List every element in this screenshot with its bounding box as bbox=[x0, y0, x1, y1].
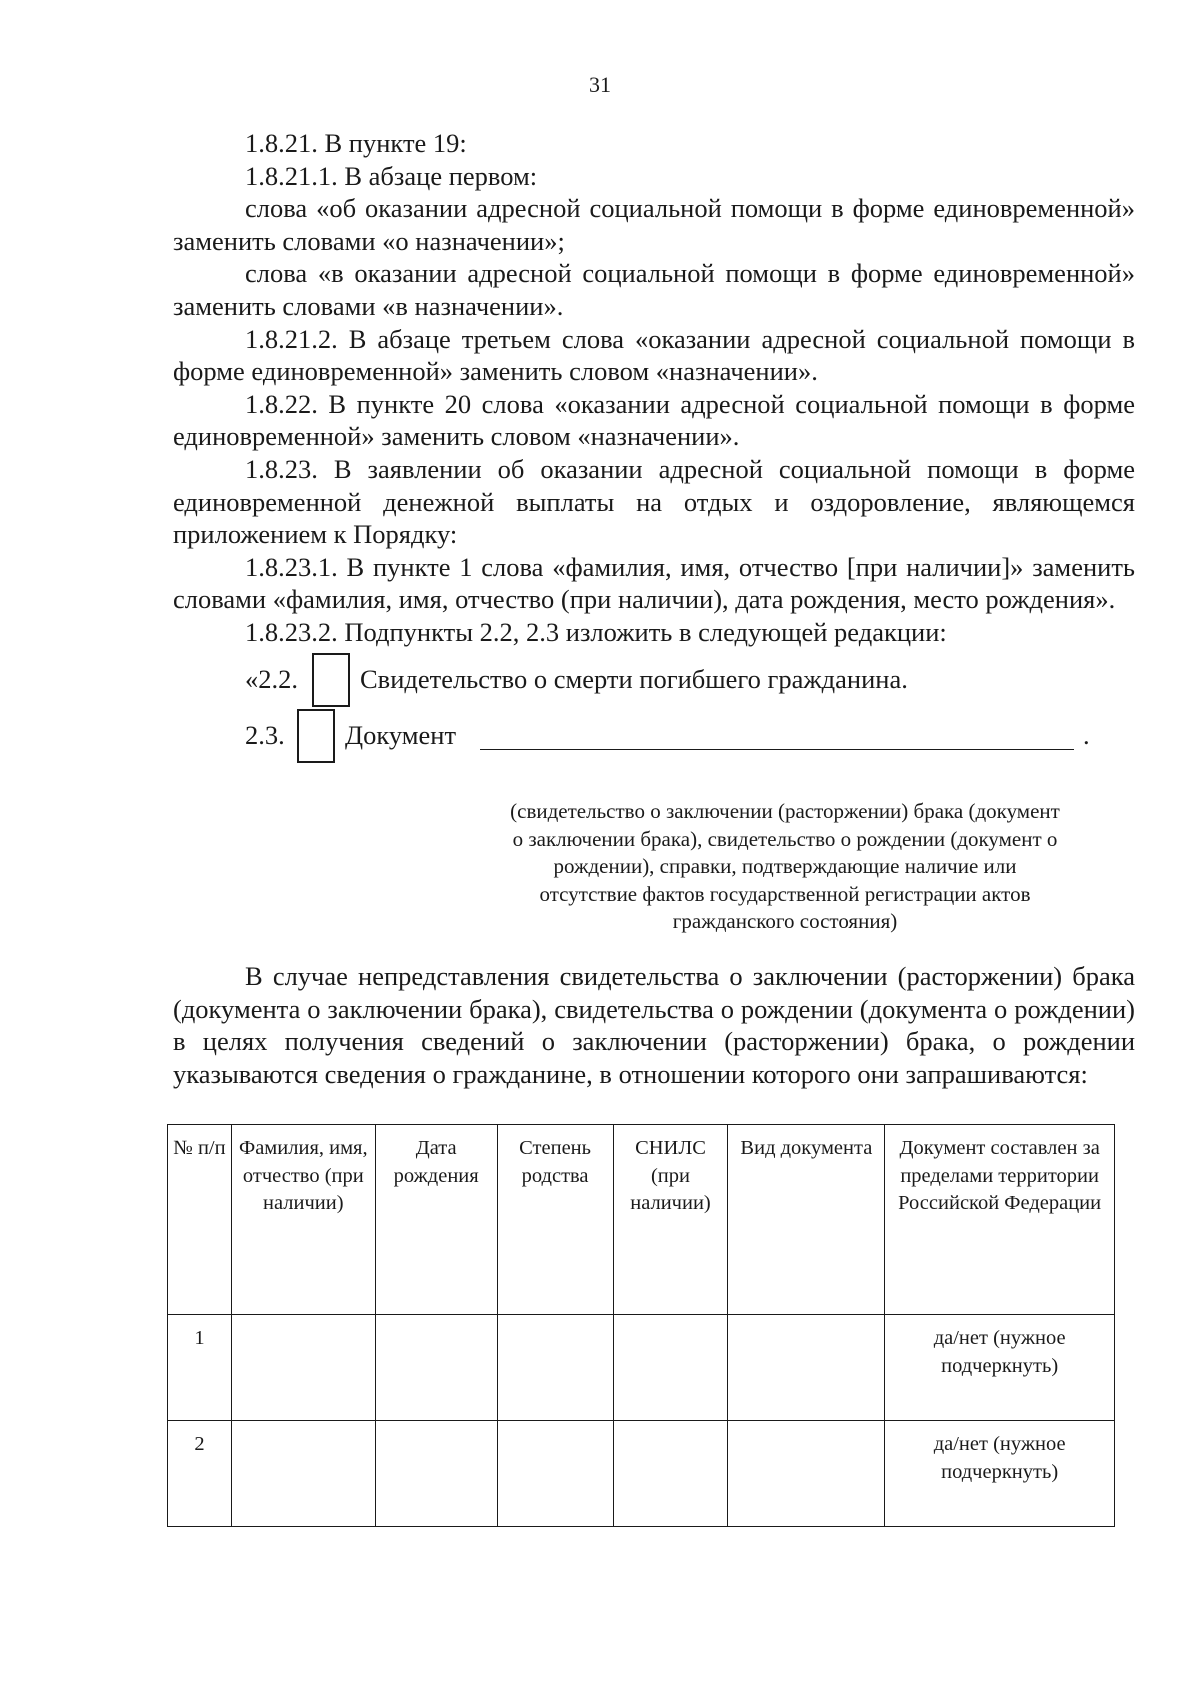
document-hint: (свидетельство о заключении (расторжении) брака (документ о заключении брака), свидетельство о рождении (документ о рождении), справки, подтверждающие наличие или отсутствие фактов государственной регистрации актов гражданского состояния) bbox=[510, 799, 1060, 933]
cell-name[interactable] bbox=[231, 1421, 375, 1527]
table-row bbox=[168, 1421, 1115, 1527]
table-header-row bbox=[168, 1125, 1115, 1315]
table-row bbox=[168, 1315, 1115, 1421]
paragraph-after-hint: В случае непредставления свидетельства о заключении (расторжении) брака (документа о заключении брака), свидетельства о рождении (документа о рождении) в целях получения сведений о заключении (расторжении) брака, о рождении указываются сведения о гражданине, в отношении которого они запрашиваются: bbox=[173, 961, 1135, 1089]
item-2-3-text: Документ bbox=[345, 719, 457, 750]
paragraph: 1.8.21.1. В абзаце первом: bbox=[245, 160, 538, 191]
cell-abroad[interactable]: да/нет (нужное подчеркнуть) bbox=[885, 1421, 1115, 1527]
item-2-2-checkbox[interactable] bbox=[312, 653, 350, 707]
item-2-2 bbox=[173, 649, 1135, 705]
paragraph: 1.8.23. В заявлении об оказании адресной социальной помощи в форме единовременной денежной выплаты на отдых и оздоровление, являющемся приложением к Порядку: bbox=[173, 453, 1135, 550]
cell-number: 1 bbox=[168, 1315, 232, 1421]
paragraph: 1.8.21.2. В абзаце третьем слова «оказании адресной социальной помощи в форме единовременной» заменить словом «назначении». bbox=[173, 323, 1135, 387]
paragraph: 1.8.23.1. В пункте 1 слова «фамилия, имя, отчество [при наличии]» заменить словами «фамилия, имя, отчество (при наличии), дата рождения, место рождения». bbox=[173, 551, 1135, 615]
cell-relation[interactable] bbox=[497, 1421, 613, 1527]
cell-name[interactable] bbox=[231, 1315, 375, 1421]
cell-snils[interactable] bbox=[613, 1315, 728, 1421]
item-2-3-period: . bbox=[1083, 719, 1090, 750]
paragraph: 1.8.22. В пункте 20 слова «оказании адресной социальной помощи в форме единовременной» заменить словом «назначении». bbox=[173, 388, 1135, 452]
cell-number: 2 bbox=[168, 1421, 232, 1527]
header-cell-name: Фамилия, имя, отчество (при наличии) bbox=[231, 1125, 375, 1315]
paragraph: 1.8.21. В пункте 19: bbox=[245, 128, 467, 158]
header-cell-snils: СНИЛС (при наличии) bbox=[613, 1125, 728, 1315]
paragraph: слова «об оказании адресной социальной помощи в форме единовременной» заменить словами «о назначении»; bbox=[173, 193, 1135, 256]
item-2-3 bbox=[173, 705, 1135, 761]
paragraph: слова «в оказании адресной социальной помощи в форме единовременной» заменить словами «в назначении». bbox=[173, 258, 1135, 321]
header-cell-birthdate: Дата рождения bbox=[375, 1125, 497, 1315]
persons-table bbox=[167, 1124, 1115, 1527]
cell-doc-type[interactable] bbox=[728, 1315, 885, 1421]
header-cell-relation: Степень родства bbox=[497, 1125, 613, 1315]
document-fill-line[interactable] bbox=[480, 749, 1074, 750]
header-cell-doc-type: Вид документа bbox=[728, 1125, 885, 1315]
cell-relation[interactable] bbox=[497, 1315, 613, 1421]
header-cell-number: № п/п bbox=[168, 1125, 232, 1315]
paragraph: 1.8.23.2. Подпункты 2.2, 2.3 изложить в следующей редакции: bbox=[245, 616, 947, 647]
amendment-text bbox=[173, 127, 1135, 761]
page-number: 31 bbox=[589, 72, 611, 97]
cell-doc-type[interactable] bbox=[728, 1421, 885, 1527]
item-2-3-label: 2.3. bbox=[245, 719, 285, 750]
cell-birthdate[interactable] bbox=[375, 1421, 497, 1527]
cell-abroad[interactable]: да/нет (нужное подчеркнуть) bbox=[885, 1315, 1115, 1421]
item-2-2-text: Свидетельство о смерти погибшего гражданина. bbox=[360, 663, 908, 694]
item-2-2-label: «2.2. bbox=[245, 663, 298, 694]
cell-snils[interactable] bbox=[613, 1421, 728, 1527]
item-2-3-checkbox[interactable] bbox=[297, 709, 335, 763]
cell-birthdate[interactable] bbox=[375, 1315, 497, 1421]
header-cell-abroad: Документ составлен за пределами территории Российской Федерации bbox=[885, 1125, 1115, 1315]
